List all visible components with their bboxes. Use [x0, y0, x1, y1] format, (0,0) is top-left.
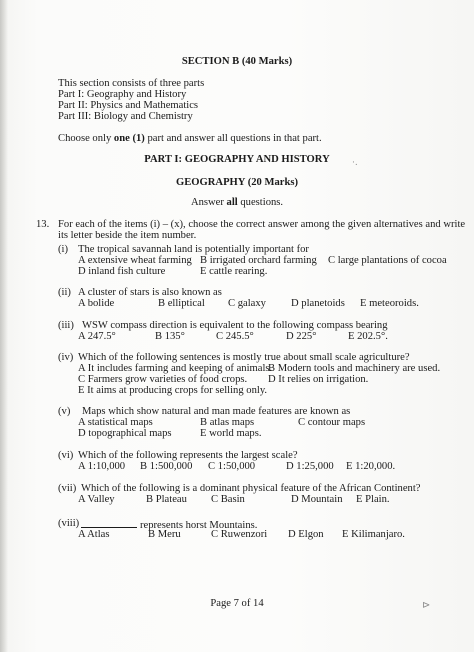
item-stem-vii: Which of the following is a dominant physical feature of the African Continent?	[81, 483, 421, 494]
option-v-d: D topographical maps	[78, 428, 172, 439]
answer-all-pre: Answer	[190, 197, 227, 208]
question-instruction-line-2: its letter beside the item number.	[58, 230, 197, 241]
page-footer: Page 7 of 14	[210, 598, 264, 609]
option-vi-a: A 1:10,000	[78, 461, 126, 472]
option-iii-e: E 202.5°.	[348, 331, 388, 342]
option-vi-c: C 1:50,000	[208, 461, 256, 472]
instruction-bold: one (1)	[113, 133, 145, 144]
intro-part-3: Part III: Biology and Chemistry	[58, 111, 193, 122]
item-stem-i: The tropical savannah land is potentially important for	[78, 244, 309, 255]
option-ii-d: D planetoids	[291, 298, 345, 309]
option-vii-a: A Valley	[78, 494, 115, 505]
answer-all-bold: all	[226, 197, 238, 208]
option-ii-c: C galaxy	[228, 298, 266, 309]
option-v-e: E world maps.	[200, 428, 262, 439]
option-viii-e: E Kilimanjaro.	[342, 529, 405, 540]
item-number-i: (i)	[58, 244, 68, 255]
answer-all-line	[0, 197, 474, 209]
item-number-vi: (vi)	[58, 450, 74, 461]
option-iv-b: B Modern tools and machinery are used.	[268, 363, 441, 374]
item-number-iv: (iv)	[58, 352, 74, 363]
question-number: 13.	[36, 219, 50, 230]
option-iii-a: A 247.5°	[78, 331, 116, 342]
scan-edge-shadow	[0, 0, 8, 652]
option-iv-e: E It aims at producing crops for selling only.	[78, 385, 268, 396]
item-stem-iv: Which of the following sentences is mostly true about small scale agriculture?	[78, 352, 410, 363]
option-iii-b: B 135°	[155, 331, 185, 342]
option-iii-d: D 225°	[286, 331, 317, 342]
option-iv-c: C Farmers grow varieties of food crops.	[78, 374, 248, 385]
option-vii-b: B Plateau	[146, 494, 187, 505]
section-title: SECTION B (40 Marks)	[181, 56, 293, 67]
item-stem-v: Maps which show natural and man made features are known as	[82, 406, 351, 417]
option-i-e: E cattle rearing.	[200, 266, 268, 277]
option-i-a: A extensive wheat farming	[78, 255, 192, 266]
option-ii-b: B elliptical	[158, 298, 205, 309]
subsection-title: GEOGRAPHY (20 Marks)	[175, 177, 298, 188]
option-vii-c: C Basin	[211, 494, 245, 505]
scan-speck: ·.	[352, 158, 358, 168]
option-i-d: D inland fish culture	[78, 266, 166, 277]
item-stem-vi: Which of the following represents the largest scale?	[78, 450, 298, 461]
intro-part-2: Part II: Physics and Mathematics	[58, 100, 199, 111]
item-number-ii: (ii)	[58, 287, 71, 298]
item-number-iii: (iii)	[58, 320, 74, 331]
intro-part-1: Part I: Geography and History	[58, 89, 187, 100]
item-number-v: (v)	[58, 406, 71, 417]
item-stem-iii: WSW compass direction is equivalent to the following compass bearing	[82, 320, 388, 331]
option-vi-d: D 1:25,000	[286, 461, 334, 472]
answer-all-post: questions.	[237, 197, 284, 208]
scan-mark: ⊳	[422, 600, 431, 611]
instruction-post: part and answer all questions in that part.	[144, 133, 322, 144]
option-i-c: C large plantations of cocoa	[328, 255, 447, 266]
answer-blank	[81, 518, 137, 528]
instruction-pre: Choose only	[58, 133, 114, 144]
intro-line: This section consists of three parts	[58, 78, 205, 89]
option-vi-b: B 1:500,000	[140, 461, 193, 472]
question-instruction-line-1: For each of the items (i) – (x), choose the correct answer among the given alternatives and write	[58, 219, 466, 230]
option-vi-e: E 1:20,000.	[346, 461, 396, 472]
item-stem-viii: represents horst Mountains.	[140, 520, 258, 531]
option-vii-d: D Mountain	[291, 494, 343, 505]
option-viii-c: C Ruwenzori	[211, 529, 268, 540]
item-number-viii: (viii)	[58, 518, 80, 529]
option-ii-e: E meteoroids.	[360, 298, 419, 309]
option-viii-a: A Atlas	[78, 529, 110, 540]
option-i-b: B irrigated orchard farming	[200, 255, 317, 266]
option-vii-e: E Plain.	[356, 494, 390, 505]
item-number-vii: (vii)	[58, 483, 77, 494]
option-viii-b: B Meru	[148, 529, 181, 540]
option-iv-a: A It includes farming and keeping of animals.	[78, 363, 273, 374]
instruction-line	[58, 133, 322, 145]
option-v-a: A statistical maps	[78, 417, 153, 428]
option-iv-d: D It relies on irrigation.	[268, 374, 369, 385]
item-stem-ii: A cluster of stars is also known as	[78, 287, 222, 298]
option-iii-c: C 245.5°	[216, 331, 254, 342]
option-ii-a: A bolide	[78, 298, 115, 309]
option-v-c: C contour maps	[298, 417, 366, 428]
part-title: PART I: GEOGRAPHY AND HISTORY	[144, 154, 330, 165]
option-viii-d: D Elgon	[288, 529, 324, 540]
option-v-b: B atlas maps	[200, 417, 255, 428]
